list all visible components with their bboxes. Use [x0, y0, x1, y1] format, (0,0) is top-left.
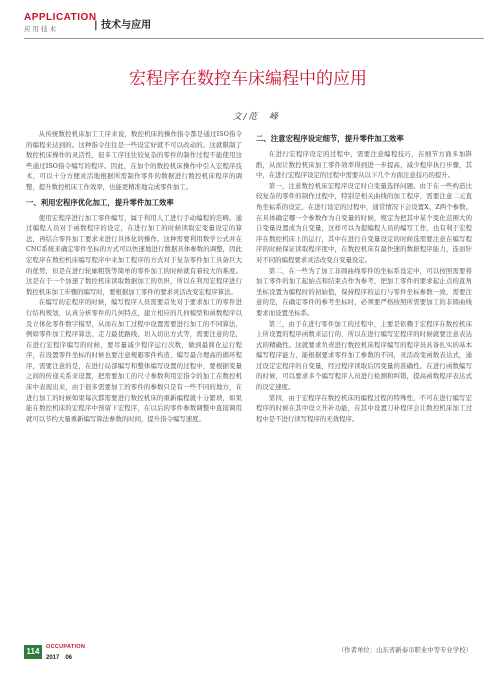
body-paragraph: 在进行宏程序设定的过程中，需要注意编程技巧，在细节方面多加斟酌，从而让数控机床加工零件效率得到进一步提高，减少程序执行步骤，其中，在进行宏程序设定的过程中需要从以下几个方面注意技巧的提升。 [256, 150, 472, 180]
magazine-logo: APPLICATION [24, 12, 97, 23]
right-column [256, 129, 472, 424]
page-number: 114 [24, 645, 42, 659]
header-divider [24, 38, 484, 39]
body-paragraph: 第三，由于在进行零件加工的过程中，主要是依赖于宏程序在数控机床上所设置的程序函数来运行的，所以在进行编写宏程序的时候就要注意表达式的精确性。这就要求负责进行数控机床程序编写的程序员具备扎实的基本编写程序能力，能根据要求零件加工参数的不同，灵活改变函数表达式，通过设定宏程序的自变量，经过程序读取后因变量的准确性。在进行函数编写的时候，可以要求多个编写程序人员进行检测和纠错，提高函数程序表达式的设定速度。 [256, 319, 472, 392]
article-title: 宏程序在数控车床编程中的应用 [129, 69, 367, 89]
page-header [24, 12, 484, 36]
left-column [26, 129, 242, 424]
footer-issue: 2017 06 [46, 655, 73, 661]
section-heading-2: 二、注意宏程序设定细节，提升零件加工效率 [256, 134, 404, 143]
body-paragraph: 第一，注意数控机床宏程序设定时自变量选择问题。由于在一些构造比较复杂的零件的制作过程中，特别是相关曲线的加工程序，需要注意二元直角坐标系的设定，在进行设定的过程中，通常情况下会设置X、Z两个参数。在具体确定哪一个参数作为自变量的时候，规定为把其中某个变化范围大的自变量设置成为自变量，这样可以为提编程人员的编写工作，也有利于宏程序在数控机床上的运行，其中在进行自变量设定的时候选需要注意在编写程序的时候保证读取程序度中，在数控机床有最快速的数据程序能力，连而针对不同的编程要求灵活改变自变量设定。 [256, 181, 472, 264]
body-paragraph: 使用宏程序进行加工零件编写，属于利用人工进行手动编程的范畴。通过编程人员对于函数程序的设定，在进行加工的时候读取宏变量设定的算法，再结合零件加工要求来进行具体化的操作。这种需要利用数学公式并在CNC系统来确定零件坐标的方式可以快速地进行数据具体参数的调整，因此宏程序在数控机床编写程序中来加工程序的方式对于复杂零件加工具备巨大的优势，但是在进行轮廓粗铣等简单的零件加工的时候就有着较大的难度。这是在于一个加速了数控机床读取数据加工的负担，所以在利用宏程序进行数控机床加工步骤的编写时，要根据加工零件的要求灵活改变宏程序算法。 [26, 213, 242, 296]
magazine-logo-cn: 应用技术 [24, 25, 58, 33]
section-heading-1: 一、利用宏程序优化加工，提升零件加工效率 [26, 197, 174, 207]
article-author: 文/范 峰 [233, 112, 280, 122]
intro-paragraph: 从传统数控机床加工工序来说，数控机床的操作指令都是通过ISO指令的编程来达到的。这种指令往往是一些设定好就不可以改动的。这就限制了数控机床操作的灵活性，很多工序往往较复杂的零件的制作过程不能使用这些通过ISO指令编写的程序。因此，在加个的数控机床操作中引入宏程序技术，可以十分方便灵活地根据所需制作零件的数据进行数控机床程序的调整，提升数控机床工作效率，也能更精准地完成零件加工。 [26, 130, 242, 191]
body-paragraph: 第四，由于宏程序在数控机床的编程过程的特殊性，不可在进行编写宏程序的时候在其中设立开补功能，在其中设置刀补程序会让数控机床加工过程中是不进行读写程序的无效程序。 [256, 393, 472, 423]
body-paragraph: 第二，在一些为了加工非圆曲线零件的坐标系设定中，可以按照需要将加工零件的加工起始点和结束点作为参考，把加工零件的要求起止点的直角坐标设置为编程时的初始值，保持程序的运行与零件坐标参数一致，需要注意的是，在确定零件的参考坐标时，必须要严格按照所需要加工的非圆曲线要求而设置坐标系。 [256, 266, 472, 317]
body-paragraph: 在编写的宏程序的时候，编写程序人员需要首先对于要求加工的零件进行结构规划，认真分析零件的几何特点，建立相应的几何模型和函数程序以及立体化零件数字模型，从而在加工过程中设置需要进行加工的不同算法，例如零件加工程序算法、走刀最优路线、切入切出方式等，需要注意的是，在进行宏程序编写的时候，要尽量减少程序运行次数，做到最简化运行程序，在设置零件坐标的时候也要注意规避零件构造，编写最合理高的循环程序，需要注意的是，在进行局部编写和整体编写设置的过程中，要根据变量之间的传递关系来设置，把需要加工的尺寸参数利用宏指令的加工在数控机床中表现出来，由于很多需要加工的零件的参数只是有一些不同的地方，在进行加工的时候如果每次都需要进行数控机床的重新编程就十分繁琐，如果能在数控机床的宏程序中预留下宏程序，在以后的零件参数调整中直接调用就可以节约大量重新编写算法参数的时间，提升指令编写速度。 [26, 298, 242, 423]
footer-magazine-name: OCCUPATION [46, 644, 86, 650]
section-label: | 技术与应用 [94, 20, 152, 31]
author-affiliation: （作者单位：山东省新泰市职业中等专业学校） [337, 646, 472, 654]
